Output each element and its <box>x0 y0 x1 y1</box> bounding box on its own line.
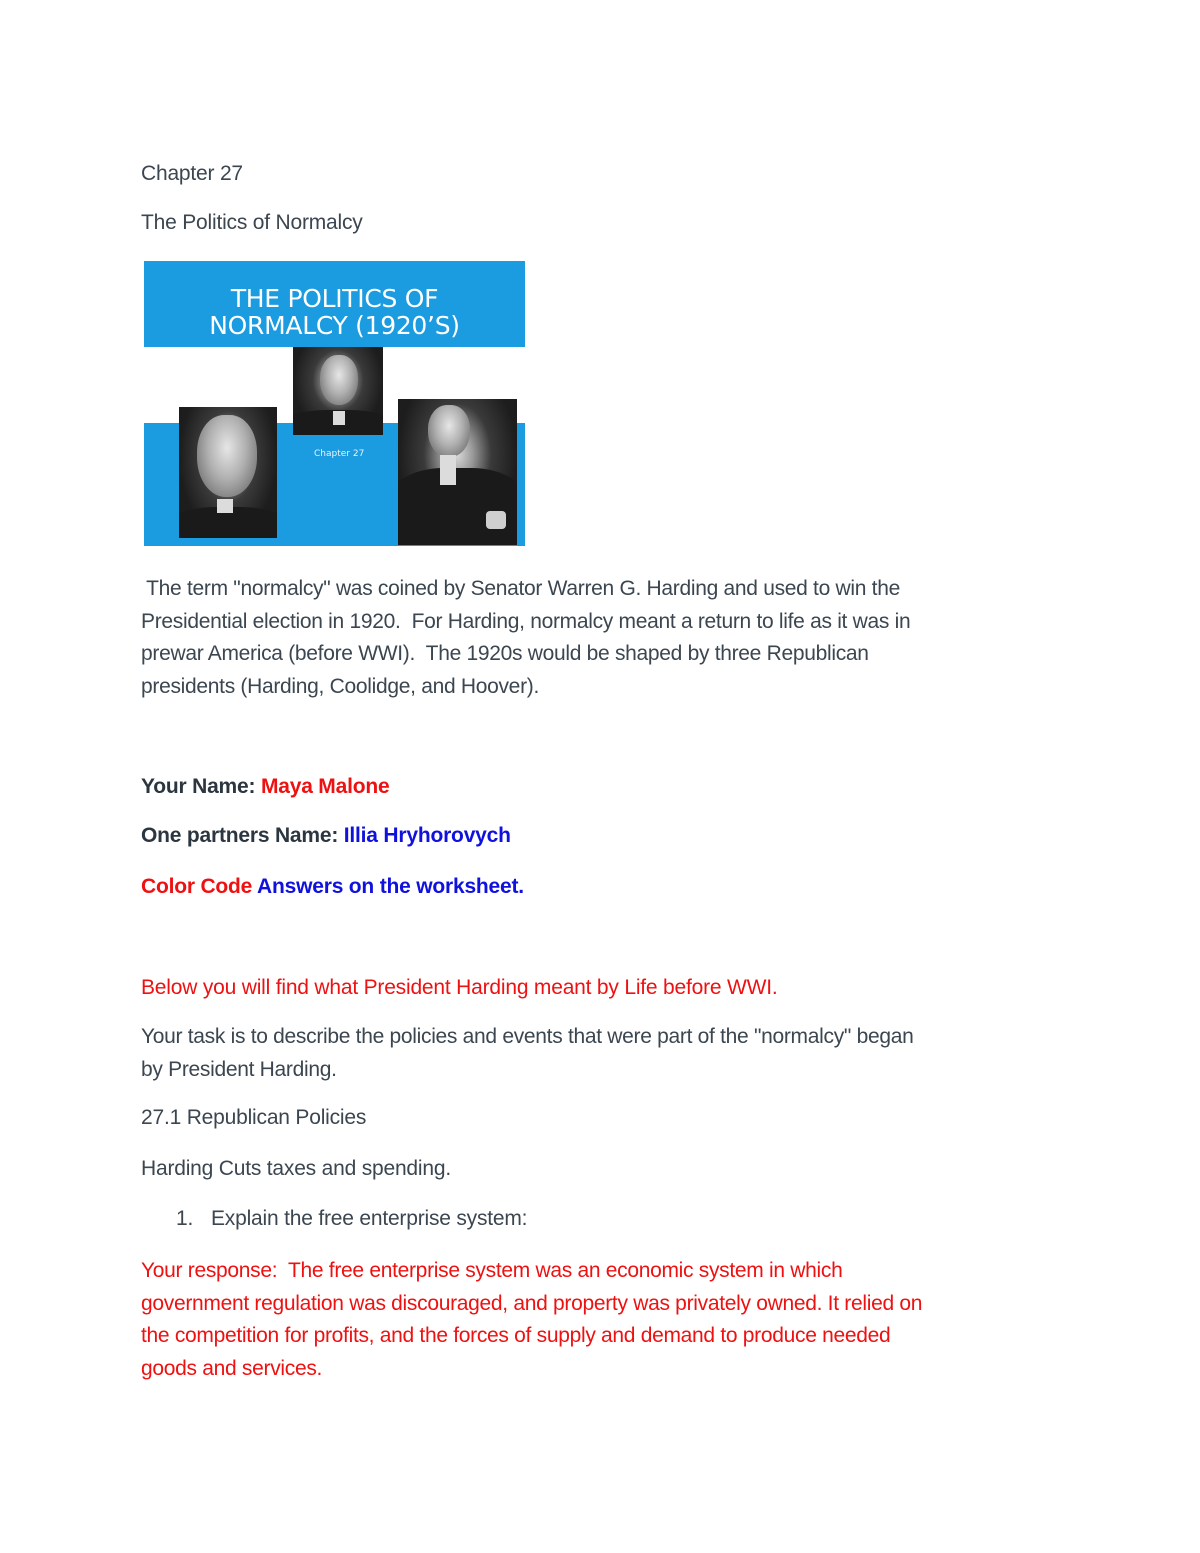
intro-paragraph <box>141 573 1071 703</box>
document-title: The Politics of Normalcy <box>141 211 363 234</box>
response-line: the competition for profits, and the forces of supply and demand to produce needed <box>141 1324 891 1347</box>
portrait-hoover <box>398 399 517 545</box>
partner-name-row <box>141 820 511 852</box>
response-line: goods and services. <box>141 1356 323 1380</box>
your-name-label: Your Name: <box>141 775 261 798</box>
portrait-face <box>428 405 470 457</box>
your-name-value: Maya Malone <box>260 775 390 798</box>
response-line: Your response: The free enterprise system was an economic system in which <box>141 1259 843 1282</box>
task-paragraph <box>141 1021 1071 1086</box>
question-text: Explain the free enterprise system: <box>211 1207 528 1230</box>
color-code-row <box>141 871 524 903</box>
portrait-hand <box>486 511 506 529</box>
chapter-label: Chapter 27 <box>141 162 243 185</box>
question-number: 1. <box>176 1207 194 1230</box>
portrait-collar <box>333 411 345 425</box>
portrait-suit <box>398 468 517 545</box>
color-code-text: Answers on the worksheet. <box>257 875 524 898</box>
partner-name-label: One partners Name: <box>141 824 344 847</box>
intro-line: The term "normalcy" was coined by Senator Warren G. Harding and used to win the <box>141 577 900 600</box>
slide-title <box>144 285 525 339</box>
response-line: government regulation was discouraged, and property was privately owned. It relied on <box>141 1291 923 1315</box>
task-line: Your task is to describe the policies and events that were part of the "normalcy" began <box>141 1025 914 1048</box>
your-name-row <box>141 771 389 803</box>
portrait-face <box>197 415 257 497</box>
slide-title-line-2: NORMALCY (1920’S) <box>209 311 460 340</box>
task-line: by President Harding. <box>141 1057 337 1081</box>
instruction-note: Below you will find what President Harding meant by Life before WWI. <box>141 976 778 999</box>
portrait-coolidge <box>293 347 383 435</box>
color-code-label: Color Code <box>141 875 258 898</box>
section-heading: 27.1 Republican Policies <box>141 1106 367 1129</box>
intro-line: prewar America (before WWI). The 1920s would be shaped by three Republican <box>141 642 869 665</box>
portrait-collar <box>440 455 456 485</box>
intro-line: presidents (Harding, Coolidge, and Hoover). <box>141 674 539 698</box>
intro-line: Presidential election in 1920. For Harding, normalcy meant a return to life as it was in <box>141 609 911 633</box>
response-paragraph <box>141 1255 1071 1385</box>
portrait-face <box>320 355 358 405</box>
slide-subtitle: Chapter 27 <box>314 449 365 459</box>
portrait-harding <box>179 407 277 538</box>
partner-name-value: Illia Hryhorovych <box>343 824 511 847</box>
portrait-collar <box>217 499 233 513</box>
slide-image <box>144 261 525 546</box>
section-subheading: Harding Cuts taxes and spending. <box>141 1157 451 1180</box>
slide-title-line-1: THE POLITICS OF <box>230 284 439 313</box>
